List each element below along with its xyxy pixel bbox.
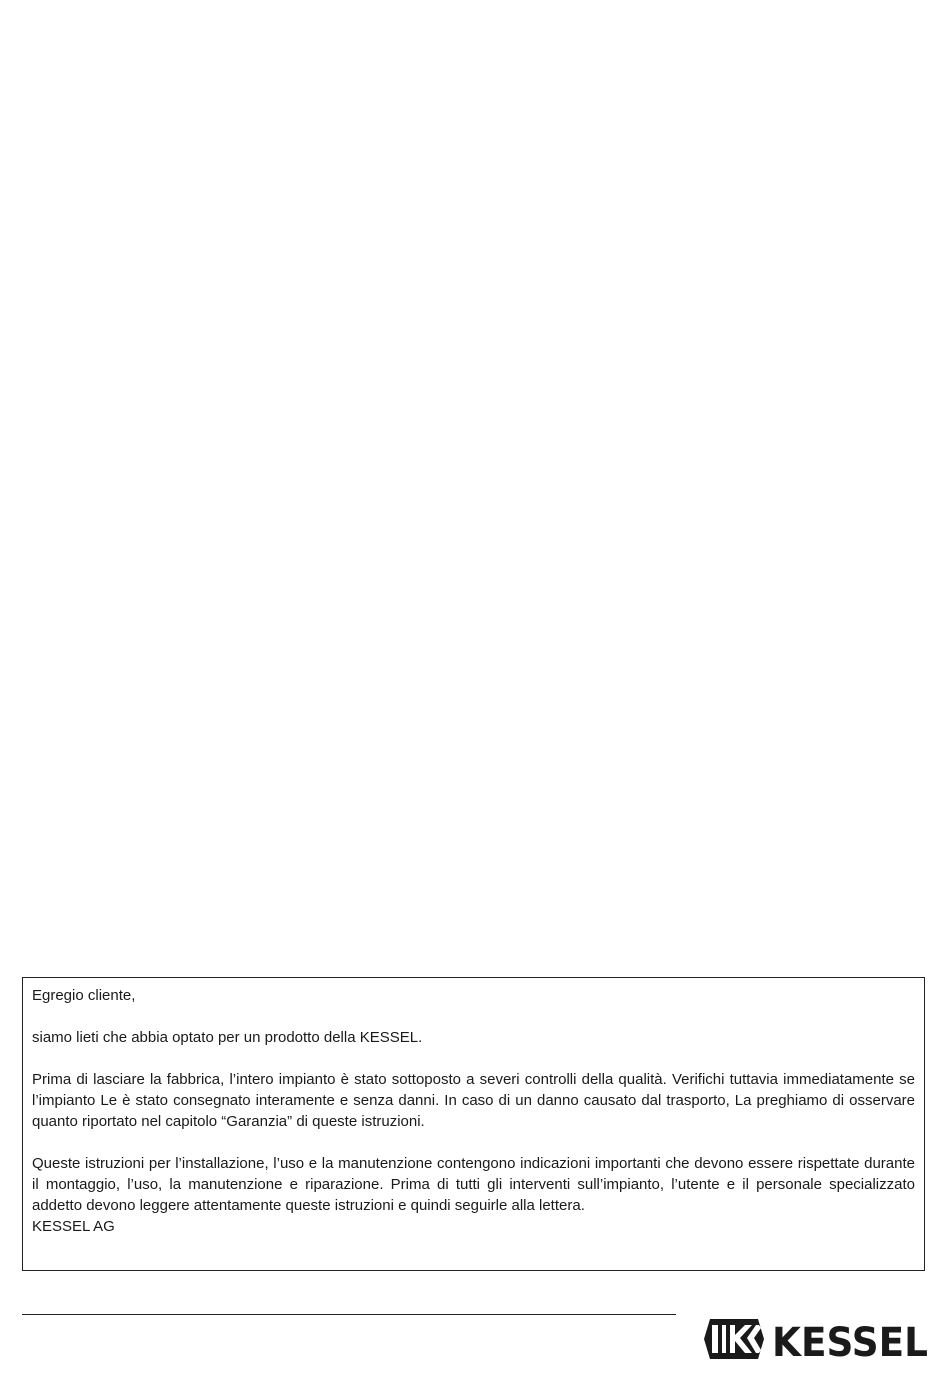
customer-letter-box [22, 977, 925, 1271]
kessel-wordmark: KESSEL [772, 1320, 928, 1362]
kessel-logo [704, 1316, 928, 1362]
footer-divider [22, 1314, 676, 1315]
kessel-k-emblem-icon [704, 1319, 764, 1359]
letter-intro: siamo lieti che abbia optato per un prodotto della KESSEL. [32, 1029, 423, 1046]
letter-quality-paragraph: Prima di lasciare la fabbrica, l’intero impianto è stato sottoposto a severi controlli della qualità. Verifichi tuttavia immediatamente se l’impianto Le è stato consegnato interamente e senza danni. In caso di un danno causato dal trasporto, La preghiamo di osservare quanto riportato nel capitolo “Garanzia” di queste istruzioni. [32, 1071, 915, 1130]
letter-signature: KESSEL AG [32, 1218, 115, 1235]
letter-instructions-paragraph: Queste istruzioni per l’installazione, l’uso e la manutenzione contengono indicazioni importanti che devono essere rispettate durante il montaggio, l’uso, la manutenzione e riparazione. Prima di tutti gli interventi sull’impianto, l’utente e il personale specializzato addetto devono leggere attentamente queste istruzioni e quindi seguirle alla lettera. [32, 1155, 915, 1214]
letter-greeting: Egregio cliente, [32, 987, 136, 1004]
